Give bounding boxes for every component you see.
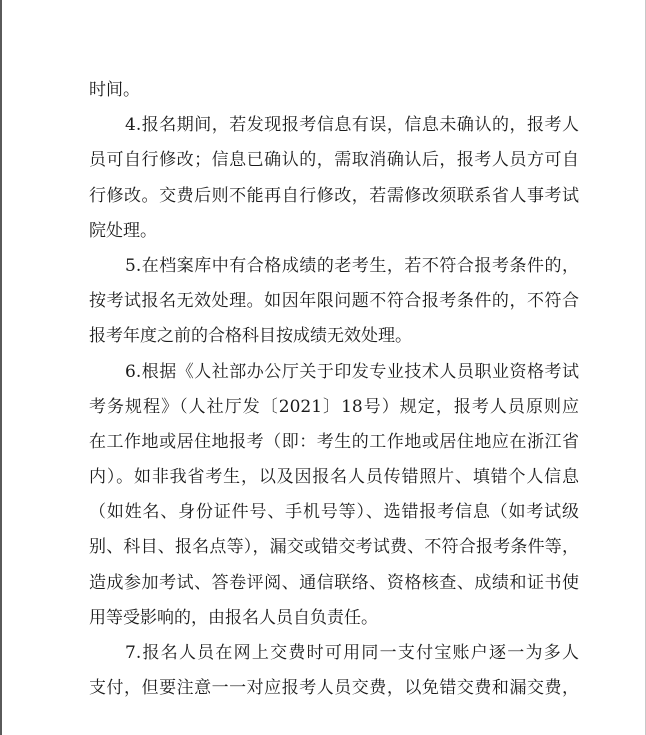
paragraph-item-5	[89, 249, 579, 355]
text-line: 行修改。交费后则不能再自行修改，若需修改须联系省人事考试	[89, 185, 579, 206]
text-line: 6.根据《人社部办公厅关于印发专业技术人员职业资格考试	[125, 361, 579, 382]
text-line: 4.报名期间，若发现报考信息有误，信息未确认的，报考人	[125, 115, 579, 136]
text-line: 5.在档案库中有合格成绩的老考生，若不符合报考条件的，	[125, 255, 579, 276]
text-line: 考务规程》（人社厅发〔2021〕18号）规定，报考人员原则应	[89, 396, 579, 417]
text-line: 院处理。	[89, 220, 157, 241]
text-line: 内）。如非我省考生，以及因报名人员传错照片、填错个人信息	[89, 467, 579, 488]
text-line: 7.报名人员在网上交费时可用同一支付宝账户逐一为多人	[125, 643, 579, 663]
paragraph-continuation	[89, 73, 579, 108]
text-line: 报考年度之前的合格科目按成绩无效处理。	[89, 326, 412, 347]
text-line: 员可自行修改；信息已确认的，需取消确认后，报考人员方可自	[89, 150, 579, 171]
paragraph-item-6	[89, 355, 579, 637]
paragraph-item-4	[89, 108, 579, 249]
text-line: 别、科目、报名点等），漏交或错交考试费、不符合报考条件等，	[89, 537, 579, 558]
text-line: 在工作地或居住地报考（即：考生的工作地或居住地应在浙江省	[89, 431, 579, 452]
text-line: 时间。	[89, 80, 140, 100]
text-line: 按考试报名无效处理。如因年限问题不符合报考条件的，不符合	[89, 291, 579, 312]
text-line: 造成参加考试、答卷评阅、通信联络、资格核查、成绩和证书使	[89, 572, 579, 593]
text-line: （如姓名、身份证件号、手机号等）、选错报考信息（如考试级	[89, 502, 579, 523]
document-body	[89, 73, 579, 706]
paragraph-item-7	[89, 636, 579, 706]
text-line: 支付，但要注意一一对应报考人员交费，以免错交费和漏交费，	[89, 678, 579, 699]
text-line: 用等受影响的，由报名人员自负责任。	[89, 607, 378, 628]
